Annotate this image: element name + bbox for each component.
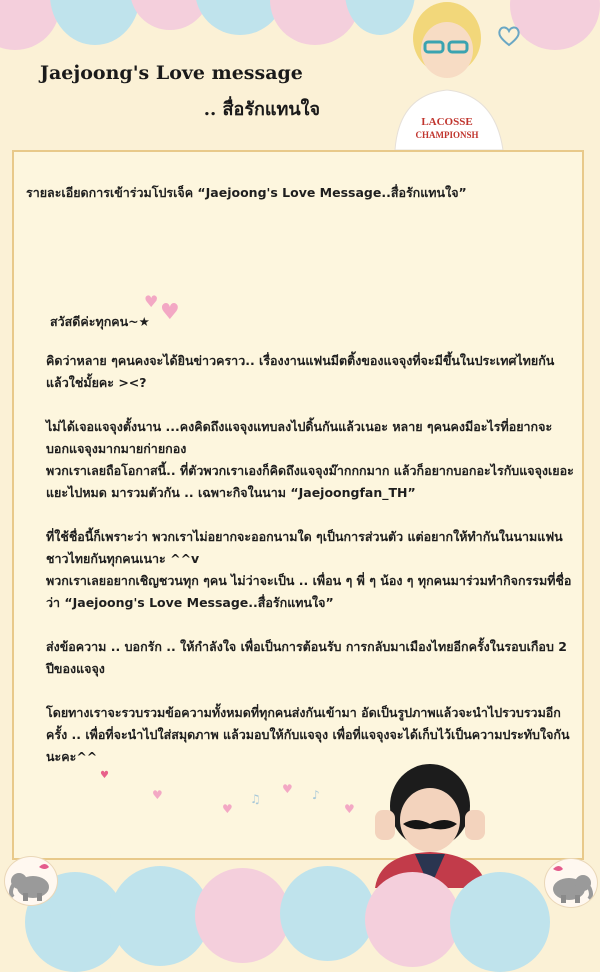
paragraph: ที่ใช้ชื่อนี้ก็เพราะว่า พวกเราไม่อยากจะออกนามใด ๆเป็นการส่วนตัว แต่อยากให้ทำกันในนามแฟนชาวไทยกันทุกคนเนาะ ^^v [46,529,563,566]
heart-icon: ♥ [100,770,109,781]
svg-text:CHAMPIONSH: CHAMPIONSH [415,130,479,140]
bottom-photo [355,758,505,888]
page-subtitle: .. สื่อรักแทนใจ [203,99,320,120]
paragraph: พวกเราเลยอยากเชิญชวนทุก ๆคน ไม่ว่าจะเป็น .. เพื่อน ๆ พี่ ๆ น้อง ๆ ทุกคนมาร่วมทำกิจกรรมที่ชื่อว่า “Jaejoong's Love Message..สื่อรักแทนใจ” [46,573,572,610]
card-heading: รายละเอียดการเข้าร่วมโปรเจ็ค “Jaejoong's Love Message..สื่อรักแทนใจ” [26,185,467,200]
page-title: Jaejoong's Love message [40,62,303,84]
heart-icon: ♥ [144,292,159,311]
heart-icon: ♥ [152,788,163,802]
paragraph: โดยทางเราจะรวบรวมข้อความทั้งหมดที่ทุกคนส่งกันเข้ามา อัดเป็นรูปภาพแล้วจะนำไปรวบรวมอีกครั้ง .. เพื่อที่จะนำไปใส่สมุดภาพ แล้วมอบให้กับแจจุง เพื่อที่แจจุงจะได้เก็บไว้เป็นความประทับใจกันนะคะ^^ [46,705,570,764]
card-body [26,350,574,768]
elephant-icon [4,856,58,906]
heart-icon: ♥ [282,782,293,796]
greeting: สวัสดีค่ะทุกคน~★ [50,314,150,329]
paragraph: ไม่ได้เจอแจจุงตั้งนาน ...คงคิดถึงแจจุงแทบลงไปดิ้นกันแล้วเนอะ หลาย ๆคนคงมีอะไรที่อยากจะบอกแจจุงมากมายก่ายกอง [46,419,553,456]
music-note-icon: ♫ [250,792,261,806]
music-note-icon: ♪ [312,788,320,802]
paragraph: ส่งข้อความ .. บอกรัก .. ให้กำลังใจ เพื่อเป็นการต้อนรับ การกลับมาเมืองไทยอีกครั้งในรอบเกือบ 2 ปีของแจจุง [46,639,567,676]
decor-bubble [510,0,600,50]
paragraph: คิดว่าหลาย ๆคนคงจะได้ยินข่าวคราว.. เรื่องงานแฟนมีตติ้งของแจจุงที่จะมีขึ้นในประเทศไทยกันแล้วใช่มั้ยคะ ><? [46,353,555,390]
heart-icon: ♥ [160,300,180,325]
heart-icon [496,24,522,48]
heart-icon: ♥ [222,802,233,816]
title-block [40,62,330,123]
decor-bubble [50,0,140,45]
paragraph: พวกเราเลยถือโอกาสนี้.. ที่ตัวพวกเราเองก็คิดถึงแจจุงม๊ากกกมาก แล้วก็อยากบอกอะไรกับแจจุงเยอะแยะไปหมด มารวมตัวกัน .. เฉพาะกิจในนาม “Jaejoongfan_TH” [46,463,574,500]
message-card [12,150,584,860]
decor-bubble [280,866,375,961]
decor-bubble [195,868,290,963]
top-photo [385,0,515,150]
decor-bubble [450,872,550,972]
shirt-text: LACOSSE [421,116,473,128]
elephant-icon [544,858,598,908]
heart-icon: ♥ [344,802,355,816]
card-content [26,182,574,204]
